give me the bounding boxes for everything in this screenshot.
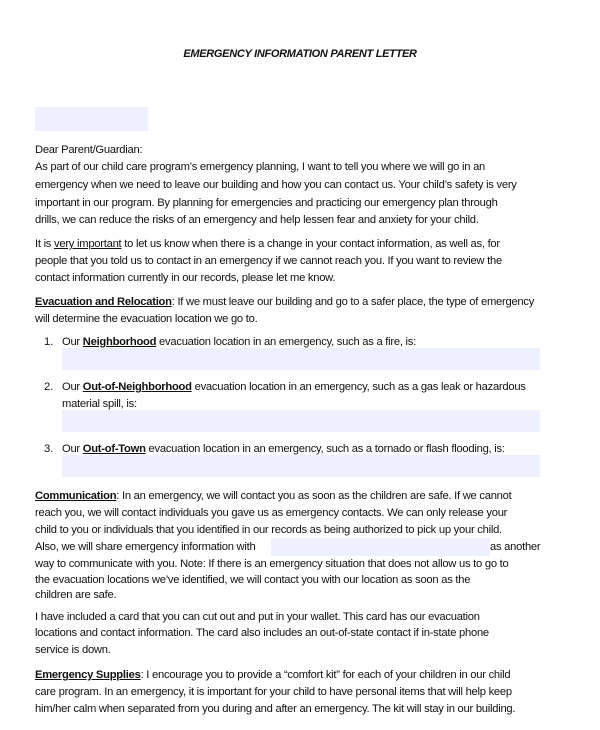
text-segment: Our <box>62 381 83 393</box>
section-heading: Out-of-Neighborhood <box>82 381 192 393</box>
text-line <box>35 557 508 571</box>
text-line <box>35 588 116 602</box>
text-line <box>35 254 502 268</box>
text-segment: reach you, we will contact individuals you gave us as emergency contacts. We can only release your <box>35 507 508 519</box>
text-line <box>35 610 480 624</box>
text-segment: people that you told us to contact in an emergency if we cannot reach you. If you want to review the <box>35 255 502 267</box>
section-heading: Emergency Supplies <box>35 669 141 681</box>
text-segment: him/her calm when separated from you during and after an emergency. The kit will stay in our building. <box>35 703 516 715</box>
text-segment: As part of our child care program’s emergency planning, I want to tell you where we will go in an <box>35 161 486 173</box>
text-segment: It is <box>35 238 55 250</box>
text-segment: important in our program. By planning for emergencies and practicing our emergency plan through <box>35 197 498 209</box>
text-line <box>35 573 470 587</box>
text-line <box>35 643 111 657</box>
text-line <box>35 506 507 520</box>
text-line <box>35 178 517 192</box>
text-line <box>35 213 479 227</box>
text-line <box>35 540 255 554</box>
text-segment: as another <box>490 541 541 553</box>
list-number: 3. <box>44 443 54 455</box>
section-heading: Neighborhood <box>82 336 157 348</box>
text-line <box>62 397 137 411</box>
text-line <box>35 312 257 326</box>
list-number: 1. <box>44 336 54 348</box>
text-line <box>35 489 511 503</box>
text-segment: Dear Parent/Guardian: <box>35 144 143 156</box>
text-line <box>62 380 526 394</box>
text-segment: evacuation location in an emergency, such as a fire, is: <box>156 336 416 348</box>
text-line <box>35 702 515 716</box>
text-segment: drills, we can reduce the risks of an emergency and help lessen fear and anxiety for your child. <box>35 214 479 226</box>
text-segment: evacuation location in an emergency, such as a gas leak or hazardous <box>191 381 526 393</box>
text-segment: service is down. <box>35 644 111 656</box>
program-name-field[interactable] <box>35 107 148 131</box>
text-segment: the evacuation locations we’ve identified, we will contact you with our location as soon as the <box>35 574 471 586</box>
text-line <box>62 335 416 349</box>
text-segment: : If we must leave our building and go to a safer place, the type of emergency <box>171 296 535 308</box>
section-heading: Out-of-Town <box>82 443 146 455</box>
page-title: EMERGENCY INFORMATION PARENT LETTER <box>183 48 417 60</box>
text-segment: to let us know when there is a change in your contact information, as well as, for <box>121 238 500 250</box>
out-of-neighborhood-location-field[interactable] <box>62 410 540 432</box>
text-line <box>35 668 510 682</box>
section-heading: Evacuation and Relocation <box>35 296 172 308</box>
text-line <box>35 237 500 251</box>
text-line <box>35 160 485 174</box>
text-segment: material spill, is: <box>62 398 137 410</box>
text-line <box>35 626 489 640</box>
text-segment: I have included a card that you can cut out and put in your wallet. This card has our evacuation <box>35 611 480 623</box>
text-line <box>35 196 498 210</box>
text-segment: care program. In an emergency, it is important for your child to have personal items that will help keep <box>35 686 512 698</box>
neighborhood-location-field[interactable] <box>62 348 540 370</box>
text-line <box>62 442 505 456</box>
text-segment: Our <box>62 443 83 455</box>
text-line <box>490 540 540 554</box>
text-segment: evacuation location in an emergency, such as a tornado or flash flooding, is: <box>145 443 505 455</box>
out-of-town-location-field[interactable] <box>62 455 540 477</box>
text-segment: Also, we will share emergency information with <box>35 541 256 553</box>
text-segment: child to you or individuals that you identified in our records as being authorized to pick up your child. <box>35 524 502 536</box>
text-line <box>35 271 335 285</box>
text-segment: emergency when we need to leave our building and how you can contact us. Your child’s safety is very <box>35 179 517 191</box>
section-heading: Communication <box>35 490 117 502</box>
text-segment: : I encourage you to provide a “comfort kit” for each of your children in our child <box>140 669 511 681</box>
text-line <box>35 523 502 537</box>
text-segment: : In an emergency, we will contact you as soon as the children are safe. If we cannot <box>116 490 512 502</box>
list-number: 2. <box>44 381 54 393</box>
section-heading: very important <box>54 238 122 250</box>
text-segment: Our <box>62 336 83 348</box>
text-line <box>35 143 142 157</box>
text-segment: children are safe. <box>35 589 117 601</box>
text-segment: locations and contact information. The card also includes an out-of-state contact if in-state phone <box>35 627 489 639</box>
text-segment: will determine the evacuation location we go to. <box>35 313 258 325</box>
text-segment: contact information currently in our records, please let me know. <box>35 272 336 284</box>
text-line <box>35 295 534 309</box>
communication-channel-field[interactable] <box>271 538 490 556</box>
text-line <box>35 685 512 699</box>
text-segment: way to communicate with you. Note: If there is an emergency situation that does not allow us to go to <box>35 558 509 570</box>
